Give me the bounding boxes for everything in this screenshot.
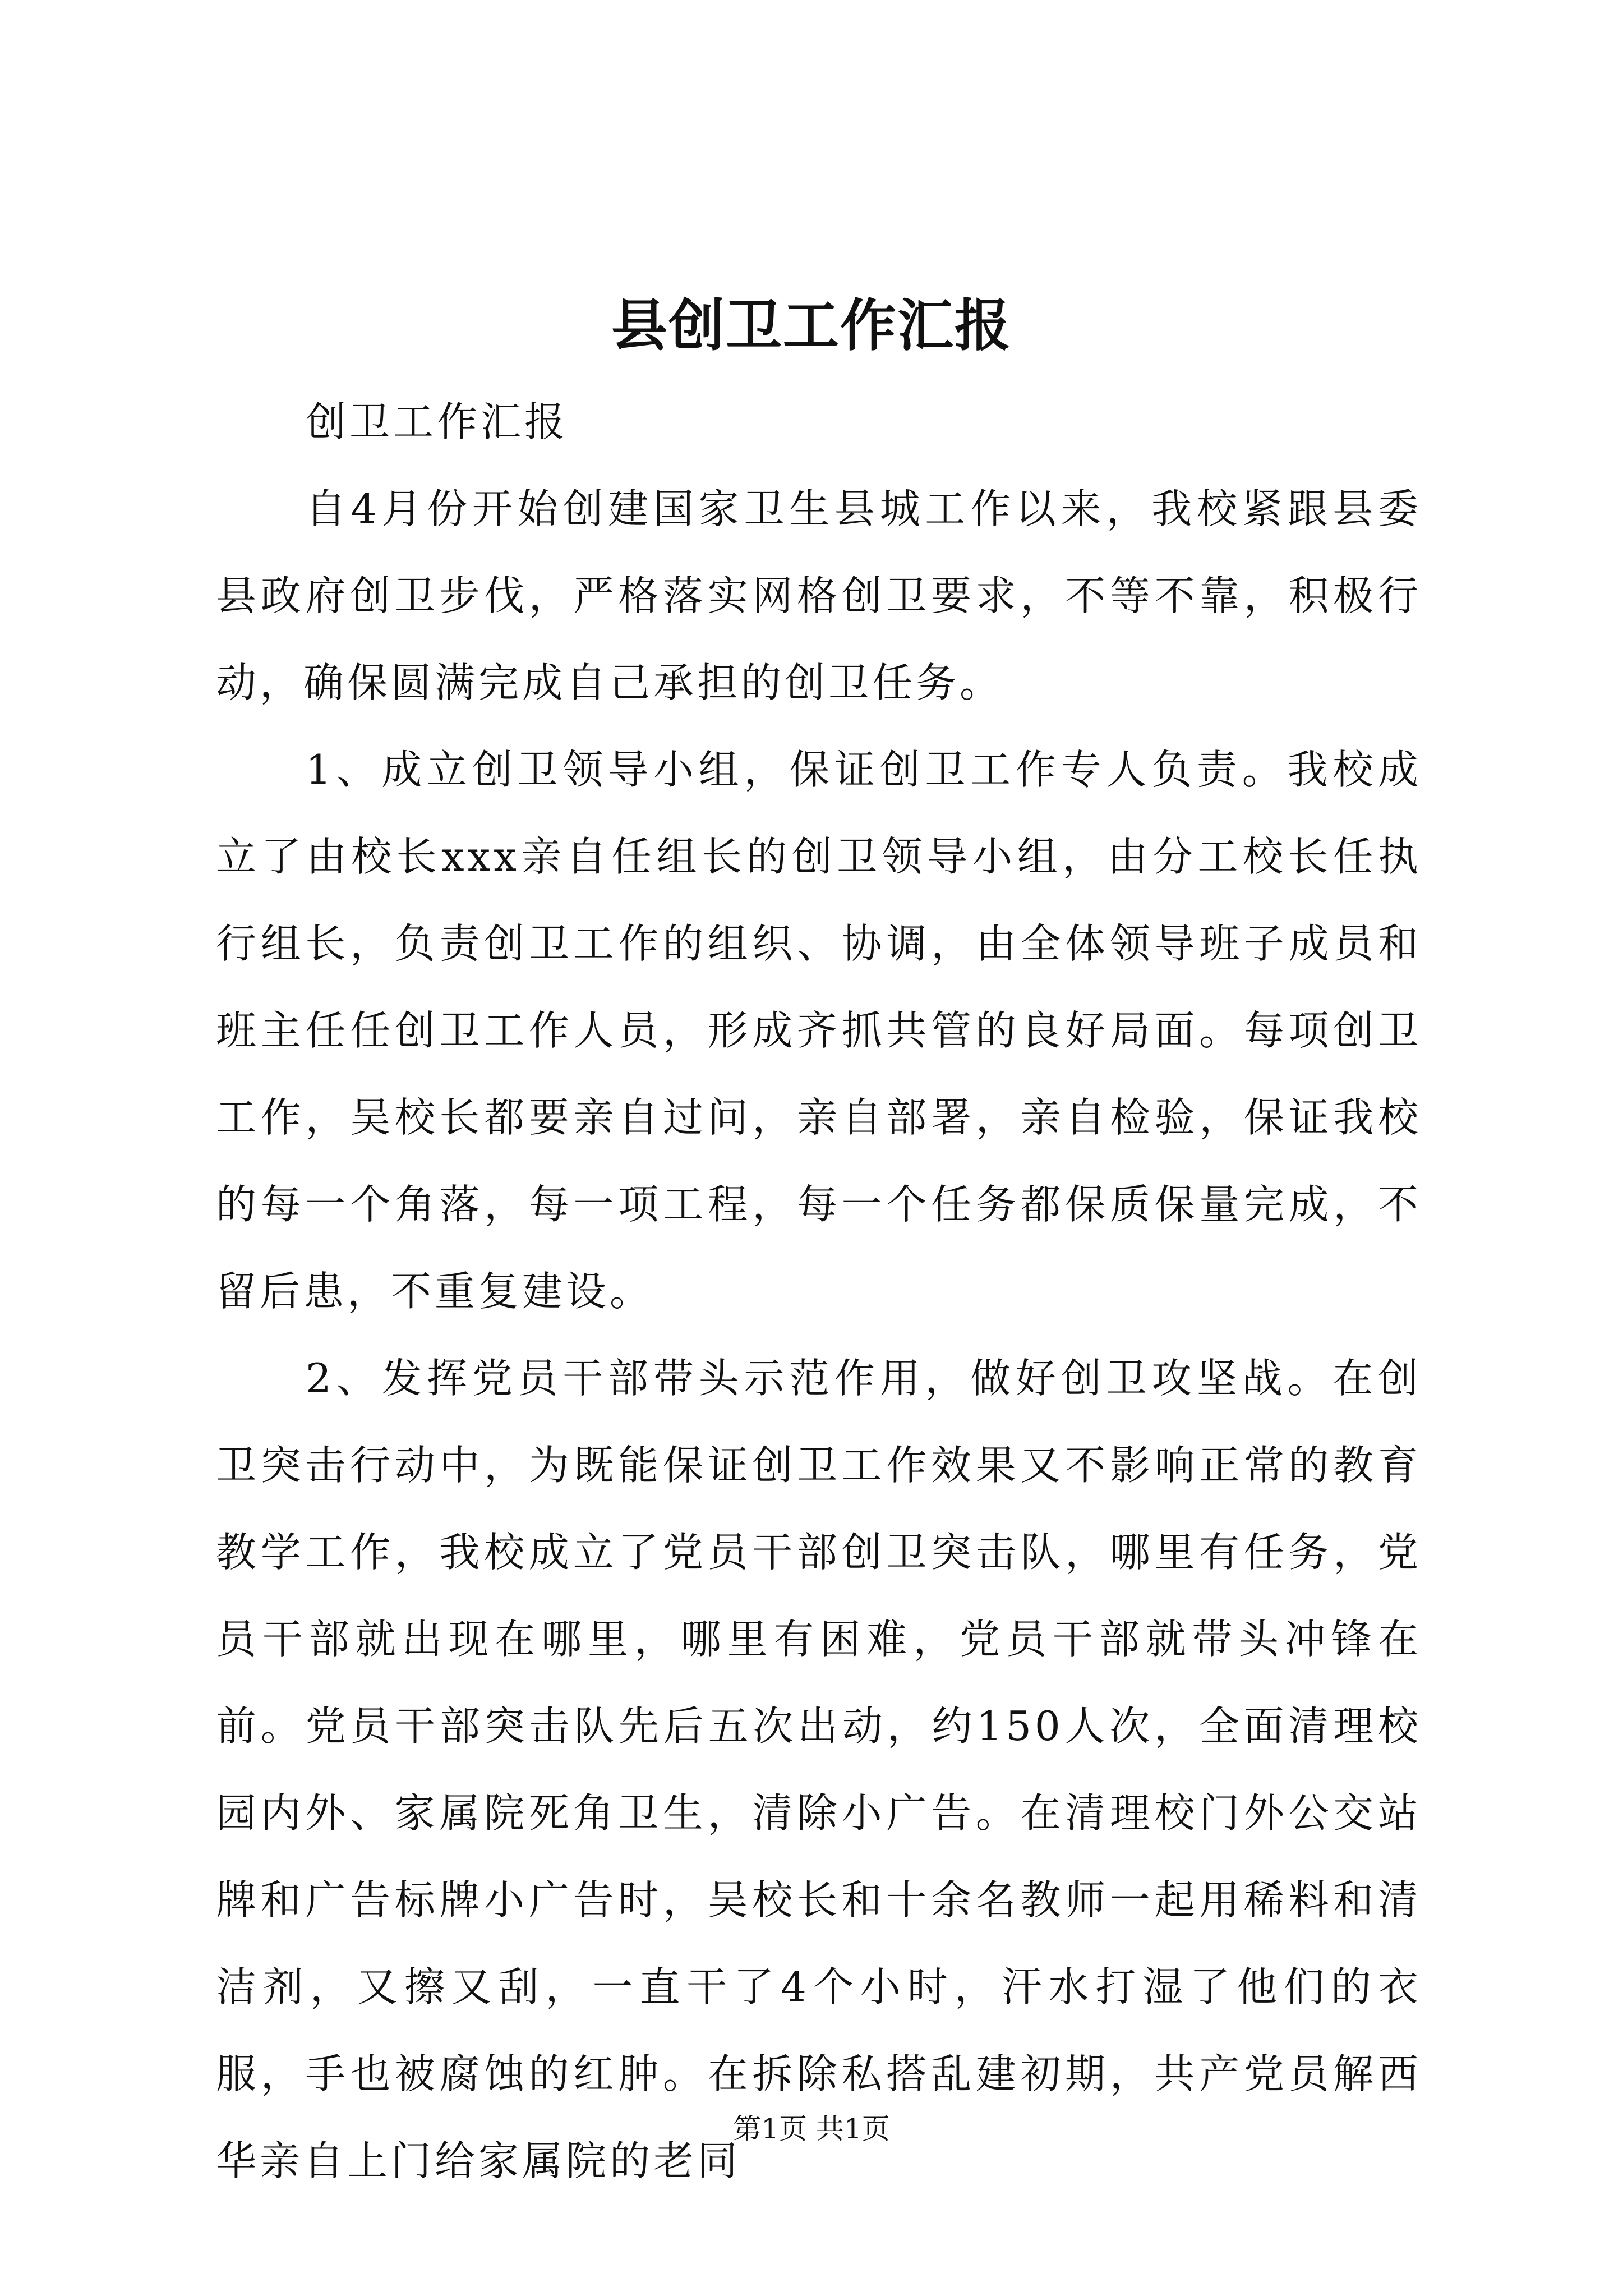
page-footer: 第1页 共1页: [733, 2113, 890, 2145]
document-body: [216, 379, 1422, 2205]
paragraph-item-1: 1、成立创卫领导小组，保证创卫工作专人负责。我校成立了由校长xxx亲自任组长的创卫领导小组，由分工校长任执行组长，负责创卫工作的组织、协调，由全体领导班子成员和班主任任创卫工作人员，形成齐抓共管的良好局面。每项创卫工作，吴校长都要亲自过问，亲自部署，亲自检验，保证我校的每一个角落，每一项工程，每一个任务都保质保量完成，不留后患，不重复建设。: [216, 746, 1422, 1315]
paragraph-intro: 自4月份开始创建国家卫生县城工作以来，我校紧跟县委县政府创卫步伐，严格落实网格创卫要求，不等不靠，积极行动，确保圆满完成自己承担的创卫任务。: [216, 485, 1422, 706]
paragraph-heading: 创卫工作汇报: [306, 398, 569, 445]
document-title: 县创卫工作汇报: [611, 292, 1012, 358]
paragraph-item-2: 2、发挥党员干部带头示范作用，做好创卫攻坚战。在创卫突击行动中，为既能保证创卫工作效果又不影响正常的教育教学工作，我校成立了党员干部创卫突击队，哪里有任务，党员干部就出现在哪里，哪里有困难，党员干部就带头冲锋在前。党员干部突击队先后五次出动，约150人次，全面清理校园内外、家属院死角卫生，清除小广告。在清理校门外公交站牌和广告标牌小广告时，吴校长和十余名教师一起用稀料和清洁剂，又擦又刮，一直干了4个小时，汗水打湿了他们的衣服，手也被腐蚀的红肿。在拆除私搭乱建初期，共产党员解西华亲自上门给家属院的老同: [216, 1355, 1422, 2184]
